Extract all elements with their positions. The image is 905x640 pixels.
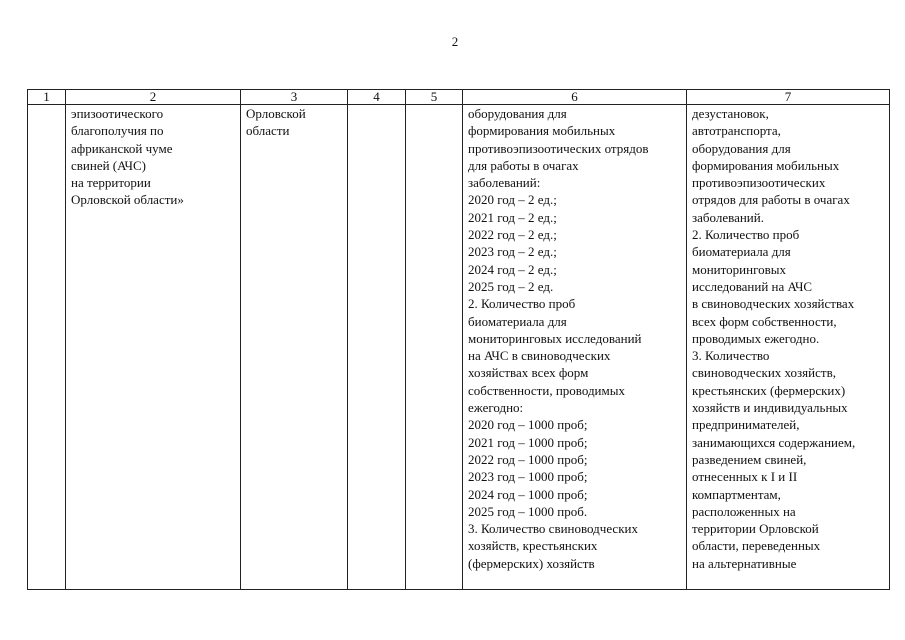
cell-line: оборудования для bbox=[468, 106, 567, 121]
page-number: 2 bbox=[451, 34, 459, 49]
col-header-4: 4 bbox=[348, 90, 406, 105]
cell-col-5 bbox=[406, 105, 463, 590]
cell-line: (фермерских) хозяйств bbox=[468, 555, 595, 571]
cell-line: хозяйствах всех форм bbox=[468, 365, 589, 381]
cell-line: 3. Количество bbox=[692, 348, 770, 364]
cell-line: 2022 год – 2 ед.; bbox=[468, 227, 557, 243]
cell-col-7 bbox=[687, 105, 890, 590]
col-header-7: 7 bbox=[687, 90, 890, 105]
col-header-2: 2 bbox=[66, 90, 241, 105]
cell-line: оборудования для bbox=[692, 140, 791, 156]
cell-line: проводимых ежегодно. bbox=[692, 330, 820, 346]
cell-line: 2. Количество проб bbox=[468, 296, 576, 312]
cell-line: африканской чуме bbox=[71, 140, 173, 156]
cell-line: 2024 год – 2 ед.; bbox=[468, 261, 557, 277]
cell-line: мониторинговых исследований bbox=[468, 330, 642, 346]
cell-line: отнесенных к I и II bbox=[692, 469, 798, 485]
cell-line: всех форм собственности, bbox=[692, 313, 837, 329]
cell-line: 3. Количество свиноводческих bbox=[468, 521, 638, 537]
cell-line: 2. Количество проб bbox=[692, 227, 800, 243]
cell-line: разведением свиней, bbox=[692, 451, 807, 467]
cell-line: 2024 год – 1000 проб; bbox=[468, 486, 588, 502]
cell-line: 2021 год – 1000 проб; bbox=[468, 434, 588, 450]
cell-line: заболеваний. bbox=[692, 209, 764, 225]
table-row bbox=[28, 105, 890, 590]
cell-line: исследований на АЧС bbox=[692, 278, 813, 294]
cell-line: крестьянских (фермерских) bbox=[692, 382, 846, 398]
cell-col-3 bbox=[241, 105, 348, 590]
cell-line: компартментам, bbox=[692, 486, 781, 502]
col-header-3: 3 bbox=[241, 90, 348, 105]
header-row bbox=[28, 90, 890, 105]
cell-line: на АЧС в свиноводческих bbox=[468, 348, 611, 364]
cell-line: свиней (АЧС) bbox=[71, 157, 146, 173]
cell-line: Орловской bbox=[246, 106, 306, 121]
cell-line: на территории bbox=[71, 175, 151, 191]
cell-line: автотранспорта, bbox=[692, 123, 781, 139]
cell-line: территории Орловской bbox=[692, 521, 819, 537]
cell-line: 2022 год – 1000 проб; bbox=[468, 451, 588, 467]
cell-line: дезустановок, bbox=[692, 106, 769, 121]
col-header-5: 5 bbox=[406, 90, 463, 105]
col-header-1: 1 bbox=[28, 90, 66, 105]
col-header-6: 6 bbox=[463, 90, 687, 105]
cell-line: свиноводческих хозяйств, bbox=[692, 365, 836, 381]
cell-line: отрядов для работы в очагах bbox=[692, 192, 850, 208]
cell-col-1 bbox=[28, 105, 66, 590]
cell-line: противоэпизоотических bbox=[692, 175, 826, 191]
cell-line: формирования мобильных bbox=[468, 123, 616, 139]
cell-line: мониторинговых bbox=[692, 261, 786, 277]
cell-line: эпизоотического bbox=[71, 106, 164, 121]
cell-line: расположенных на bbox=[692, 503, 796, 519]
cell-line: занимающихся содержанием, bbox=[692, 434, 856, 450]
cell-line: собственности, проводимых bbox=[468, 382, 625, 398]
program-table bbox=[27, 89, 890, 590]
cell-line: биоматериала для bbox=[468, 313, 567, 329]
cell-line: предпринимателей, bbox=[692, 417, 800, 433]
cell-line: 2020 год – 1000 проб; bbox=[468, 417, 588, 433]
cell-line: противоэпизоотических отрядов bbox=[468, 140, 649, 156]
cell-line: биоматериала для bbox=[692, 244, 791, 260]
cell-line: формирования мобильных bbox=[692, 157, 840, 173]
cell-line: хозяйств и индивидуальных bbox=[692, 400, 848, 416]
cell-line: 2025 год – 1000 проб. bbox=[468, 503, 588, 519]
cell-line: области, переведенных bbox=[692, 538, 821, 554]
cell-line: области bbox=[246, 123, 290, 139]
cell-line: 2023 год – 1000 проб; bbox=[468, 469, 588, 485]
cell-line: на альтернативные bbox=[692, 555, 797, 571]
cell-line: благополучия по bbox=[71, 123, 164, 139]
cell-line: Орловской области» bbox=[71, 192, 184, 208]
cell-line: хозяйств, крестьянских bbox=[468, 538, 598, 554]
cell-col-4 bbox=[348, 105, 406, 590]
cell-line: 2025 год – 2 ед. bbox=[468, 278, 554, 294]
cell-line: для работы в очагах bbox=[468, 157, 579, 173]
cell-line: ежегодно: bbox=[468, 400, 524, 416]
cell-line: в свиноводческих хозяйствах bbox=[692, 296, 855, 312]
cell-col-6 bbox=[463, 105, 687, 590]
cell-line: 2023 год – 2 ед.; bbox=[468, 244, 557, 260]
cell-line: 2020 год – 2 ед.; bbox=[468, 192, 557, 208]
cell-line: заболеваний: bbox=[468, 175, 541, 191]
cell-line: 2021 год – 2 ед.; bbox=[468, 209, 557, 225]
cell-col-2 bbox=[66, 105, 241, 590]
